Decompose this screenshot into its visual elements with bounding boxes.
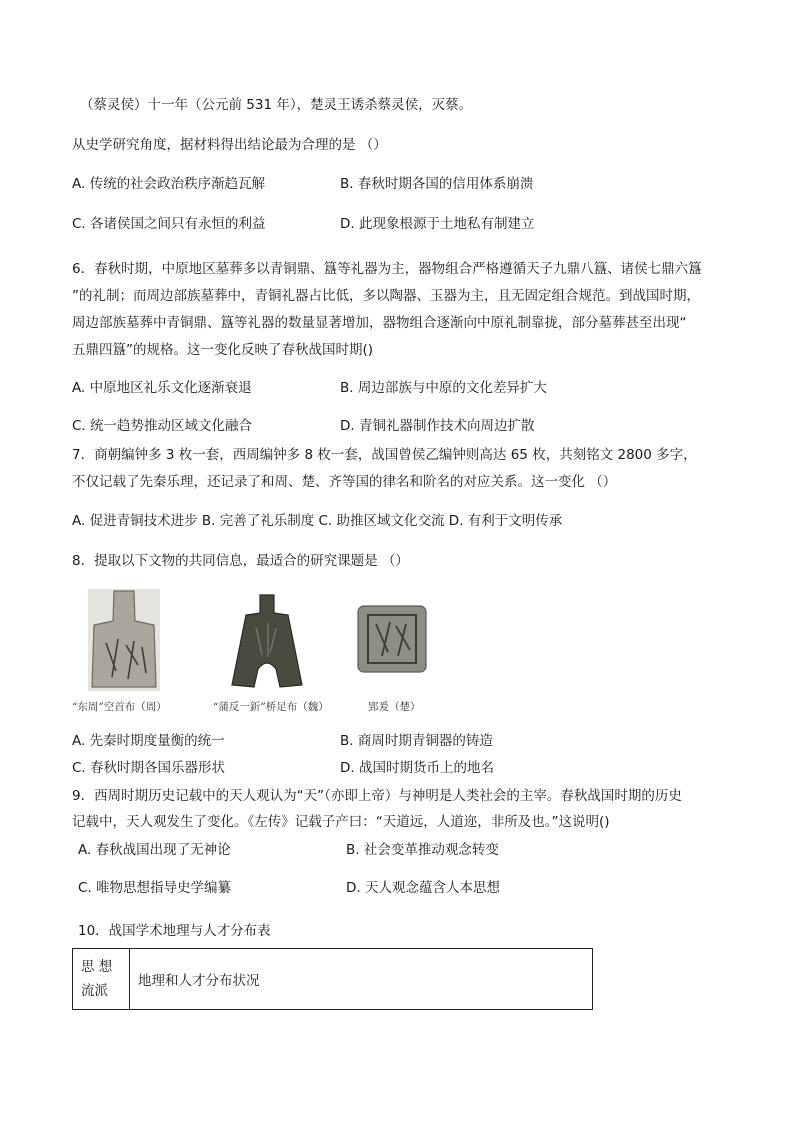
q5-option-c[interactable]: C. 各诸侯国之间只有永恒的利益: [72, 216, 266, 232]
q6-line-4: 五鼎四簋”的规格。这一变化反映了春秋战国时期(): [72, 342, 374, 358]
spade-coin-image: [88, 589, 160, 691]
q8-option-d[interactable]: D. 战国时期货币上的地名: [340, 760, 494, 776]
q8-option-a[interactable]: A. 先秦时期度量衡的统一: [72, 733, 225, 749]
q7-line-1: 7．商朝编钟多 3 枚一套，西周编钟多 8 枚一套，战国曾侯乙编钟则高达 65 枚，共刻铭文 2800 多字，: [72, 447, 697, 463]
table-header-school: 思 想 流派: [73, 949, 130, 1010]
q9-option-c[interactable]: C. 唯物思想指导史学编纂: [78, 880, 232, 896]
q6-option-b[interactable]: B. 周边部族与中原的文化差异扩大: [340, 380, 547, 396]
q5-option-d[interactable]: D. 此现象根源于土地私有制建立: [340, 216, 535, 232]
q10-title: 10．战国学术地理与人才分布表: [78, 923, 271, 939]
yingyuan-coin-image: [356, 604, 428, 674]
coin-caption-3: 郢爰（楚）: [368, 701, 421, 713]
table-header-distribution: 地理和人才分布状况: [130, 949, 593, 1010]
q5-option-a[interactable]: A. 传统的社会政治秩序渐趋瓦解: [72, 176, 266, 192]
q6-option-c[interactable]: C. 统一趋势推动区域文化融合: [72, 418, 253, 434]
q5-prompt: 从史学研究角度，据材料得出结论最为合理的是 （）: [72, 137, 387, 153]
q8-option-c[interactable]: C. 春秋时期各国乐器形状: [72, 760, 226, 776]
table-row: [73, 949, 593, 1010]
q6-option-a[interactable]: A. 中原地区礼乐文化逐渐衰退: [72, 380, 252, 396]
q9-option-d[interactable]: D. 天人观念蕴含人本思想: [346, 880, 500, 896]
q9-option-b[interactable]: B. 社会变革推动观念转变: [346, 842, 499, 858]
q6-line-3: 周边部族墓葬中青铜鼎、簋等礼器的数量显著增加，器物组合逐渐向中原礼制靠拢，部分墓葬甚至出现“: [72, 315, 687, 331]
coin-caption-2: “蒲反一釿”桥足布（魏）: [213, 701, 329, 713]
q7-line-2: 不仅记载了先秦乐理，还记录了和周、楚、齐等国的律名和阶名的对应关系。这一变化 （）: [72, 474, 617, 490]
q9-line-2: 记载中，天人观发生了变化。《左传》记载子产曰：“天道远，人道迩，非所及也。”这说明(): [72, 814, 610, 830]
q8-prompt: 8．提取以下文物的共同信息，最适合的研究课题是 （）: [72, 553, 409, 569]
q8-option-b[interactable]: B. 商周时期青铜器的铸造: [340, 733, 493, 749]
q9-line-1: 9．西周时期历史记载中的天人观认为“天”（亦即上帝）与神明是人类社会的主宰。春秋战国时期的历史: [72, 788, 682, 804]
coin-caption-1: “东周”空首布（周）: [72, 701, 167, 713]
talent-distribution-table: [72, 948, 593, 1010]
q6-line-2: ”的礼制；而周边部族墓葬中，青铜礼器占比低，多以陶器、玉器为主，且无固定组合规范。到战国时期，: [72, 288, 700, 304]
q5-option-b[interactable]: B. 春秋时期各国的信用体系崩溃: [340, 176, 534, 192]
bridge-coin-image: [226, 593, 308, 693]
q6-line-1: 6．春秋时期，中原地区墓葬多以青铜鼎、簋等礼器为主，器物组合严格遵循天子九鼎八簋、诸侯七鼎六簋: [72, 261, 702, 277]
q9-option-a[interactable]: A. 春秋战国出现了无神论: [78, 842, 231, 858]
q6-option-d[interactable]: D. 青铜礼器制作技术向周边扩散: [340, 418, 535, 434]
material-line: （蔡灵侯）十一年（公元前 531 年），楚灵王诱杀蔡灵侯，灭蔡。: [80, 97, 473, 113]
q7-options[interactable]: A. 促进青铜技术进步 B. 完善了礼乐制度 C. 助推区域文化交流 D. 有利于文明传承: [72, 513, 563, 529]
